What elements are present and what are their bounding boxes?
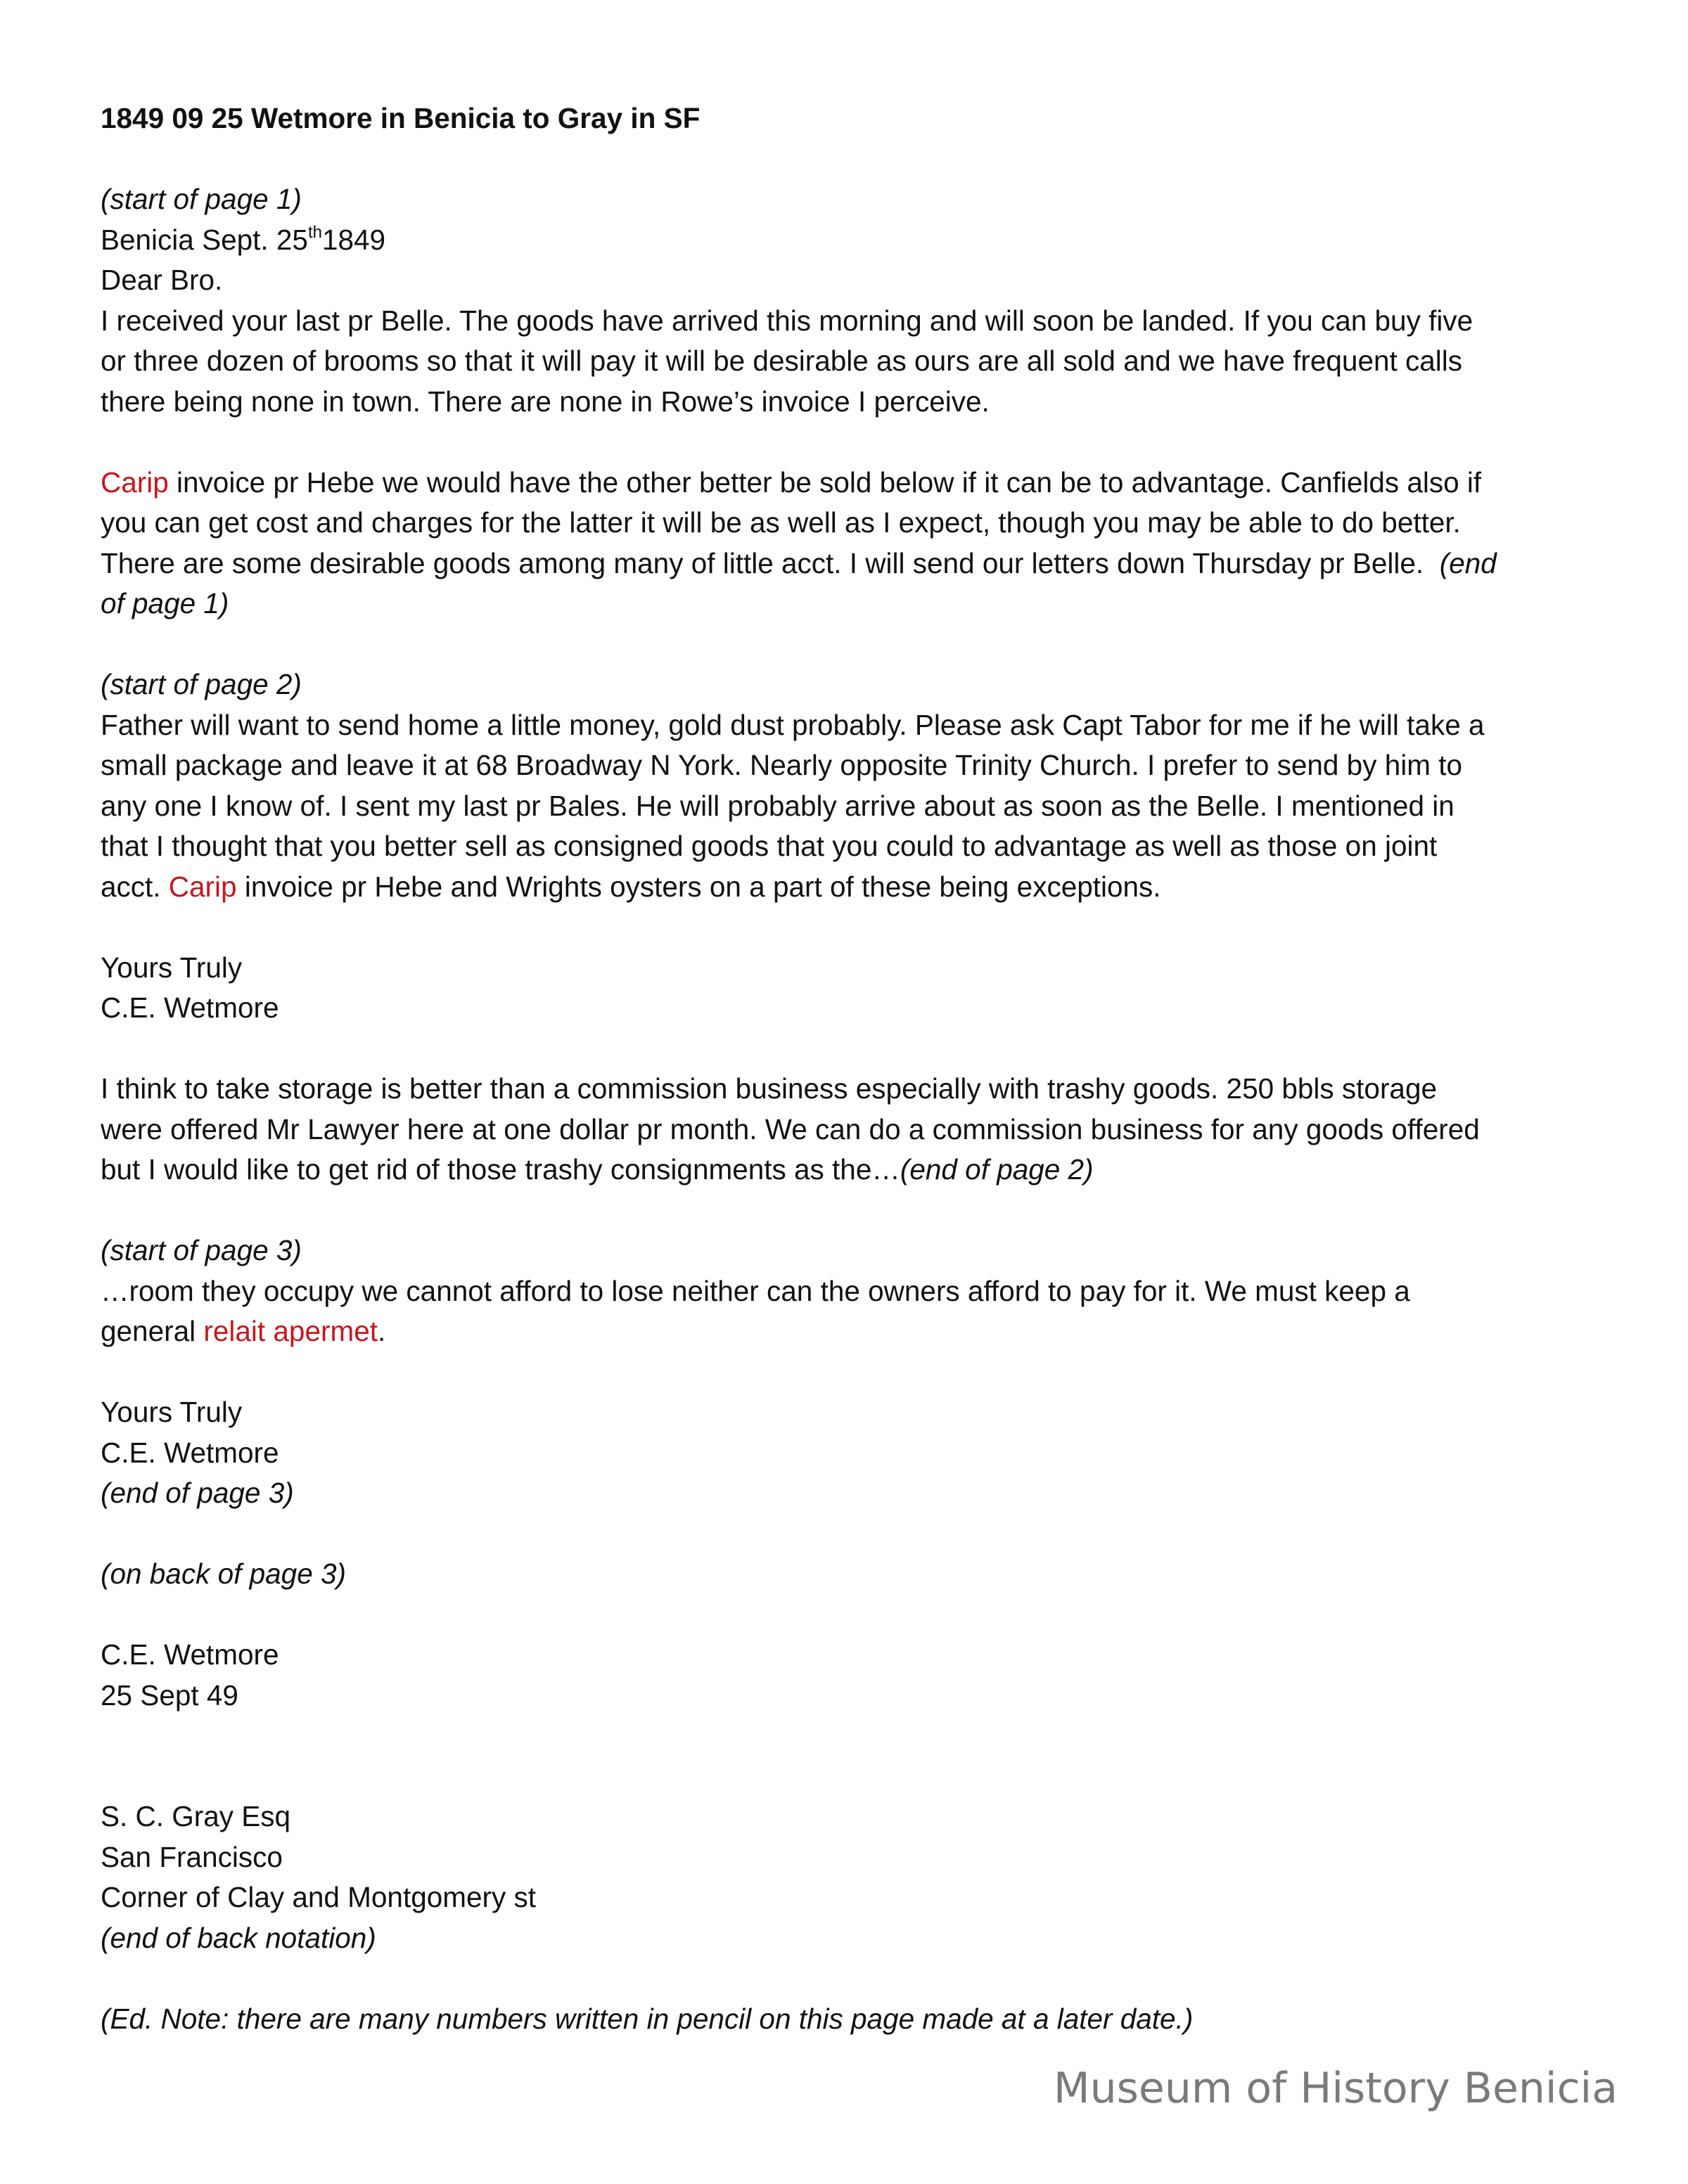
page2-para-line: Father will want to send home a little money, gold dust probably. Please ask Capt Tabor for me if he will take a (101, 708, 1485, 741)
salutation: Dear Bro. (101, 264, 223, 296)
page2-text: invoice pr Hebe and Wrights oysters on a part of these being exceptions. (236, 870, 1161, 903)
address-street: Corner of Clay and Montgomery st (101, 1881, 537, 1913)
dateline-year: 1849 (321, 223, 386, 256)
page3-line: …room they occupy we cannot afford to lose neither can the owners afford to pay for it. We must keep a (101, 1274, 1410, 1307)
page1-para2-text: invoice pr Hebe we would have the other better be sold below if it can be to advantage. Canfields also if (168, 465, 1482, 499)
page1-para1-line: I received your last pr Belle. The goods have arrived this morning and will soon be landed. If you can buy five (101, 304, 1473, 337)
editor-note: (Ed. Note: there are many numbers written in pencil on this page made at a later date.) (101, 2002, 1194, 2035)
page2-end-marker: (end of page 2) (900, 1153, 1094, 1186)
page2-para-line: any one I know of. I sent my last pr Bales. He will probably arrive about as soon as the Belle. I mentioned in (101, 789, 1454, 822)
signature: C.E. Wetmore (101, 1436, 279, 1469)
spacer (101, 1029, 1613, 1069)
postscript-line: I think to take storage is better than a commission business especially with trashy goods. 250 bbls storage (101, 1072, 1437, 1105)
transcription-document (101, 98, 1613, 2039)
spacer (101, 422, 1613, 463)
spacer (101, 1595, 1613, 1636)
museum-watermark: Museum of History Benicia (1053, 2064, 1618, 2113)
closing: Yours Truly (101, 1396, 243, 1428)
spacer (101, 1190, 1613, 1231)
spacer (101, 1352, 1613, 1393)
back-date: 25 Sept 49 (101, 1678, 238, 1711)
back-name: C.E. Wetmore (101, 1638, 279, 1671)
spacer (101, 1756, 1613, 1797)
page1-para2-text: There are some desirable goods among many of little acct. I will send our letters down Thursday pr Belle. (101, 546, 1424, 579)
page1-para2-line (101, 463, 1613, 503)
page1-start-marker: (start of page 1) (101, 183, 302, 215)
dateline-ordinal: th (307, 223, 322, 242)
back-end-marker: (end of back notation) (101, 1921, 376, 1954)
spacer (101, 1716, 1613, 1756)
spacer (101, 139, 1613, 180)
postscript-line (101, 1150, 1613, 1190)
page1-para1-line: or three dozen of brooms so that it will pay it will be desirable as ours are all sold and we have frequent calls (101, 345, 1463, 377)
spacer (101, 1958, 1613, 1999)
spacer (101, 1514, 1613, 1555)
page2-para-line: that I thought that you better sell as consigned goods that you could to advantage as well as those on joint (101, 830, 1438, 862)
postscript-text: but I would like to get rid of those trashy consignments as the… (101, 1153, 900, 1186)
addressee: S. C. Gray Esq (101, 1800, 291, 1832)
signature: C.E. Wetmore (101, 991, 279, 1024)
back-marker: (on back of page 3) (101, 1557, 346, 1590)
page3-text: . (377, 1315, 386, 1347)
page1-para1-line: there being none in town. There are none in Rowe’s invoice I perceive. (101, 385, 990, 418)
page2-start-marker: (start of page 2) (101, 668, 302, 700)
closing: Yours Truly (101, 951, 243, 984)
page1-para2-line: you can get cost and charges for the latter it will be as well as I expect, though you may be able to do better. (101, 506, 1461, 539)
address-city: San Francisco (101, 1840, 283, 1873)
document-title: 1849 09 25 Wetmore in Benicia to Gray in SF (101, 102, 701, 134)
dateline-text: Benicia Sept. 25 (101, 223, 308, 256)
page1-end-marker: of page 1) (101, 587, 229, 619)
uncertain-word: Carip (168, 870, 237, 903)
page2-para-line (101, 867, 1613, 908)
page1-para2-line (101, 544, 1613, 584)
page1-end-marker: (end (1439, 546, 1497, 579)
spacer (101, 907, 1613, 948)
uncertain-word: relait apermet (203, 1315, 378, 1347)
page3-start-marker: (start of page 3) (101, 1234, 302, 1266)
page2-text: acct. (101, 870, 169, 903)
page3-text: general (101, 1315, 204, 1347)
postscript-line: were offered Mr Lawyer here at one dollar pr month. We can do a commission business for any goods offered (101, 1112, 1480, 1145)
page3-end-marker: (end of page 3) (101, 1477, 294, 1509)
page2-para-line: small package and leave it at 68 Broadway N York. Nearly opposite Trinity Church. I prefer to send by him to (101, 749, 1462, 781)
uncertain-word: Carip (101, 465, 169, 499)
spacer (101, 624, 1613, 665)
page3-line (101, 1311, 1613, 1352)
dateline (101, 220, 1613, 261)
